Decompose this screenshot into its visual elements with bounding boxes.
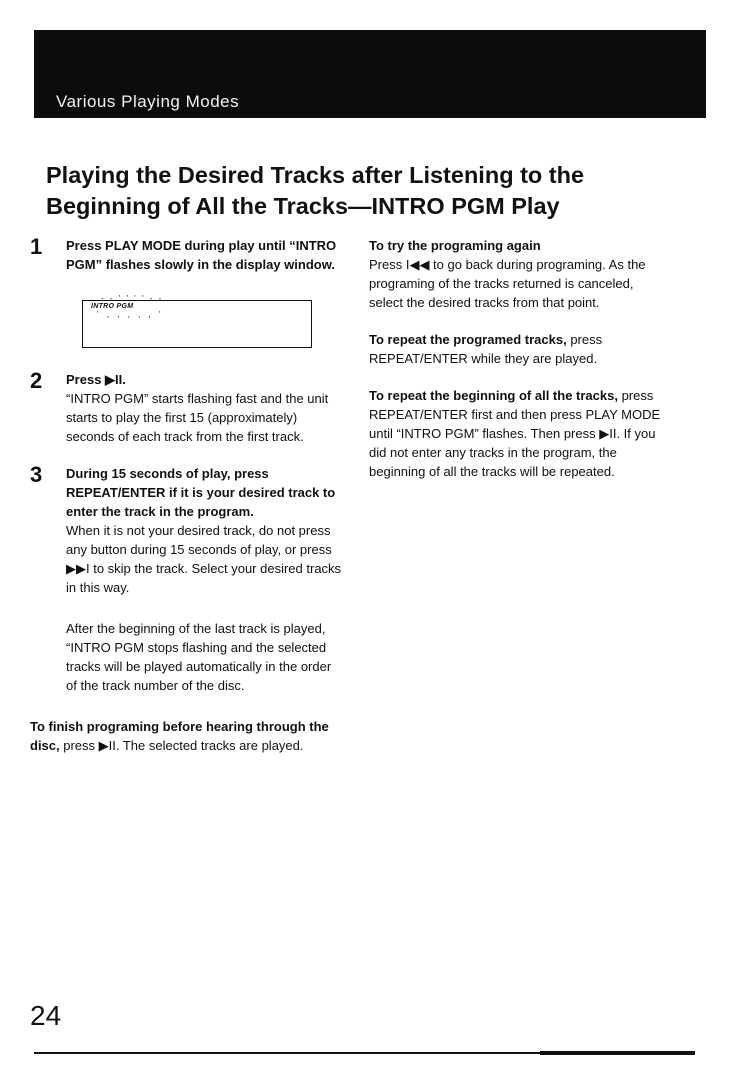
repeat-programmed-body: press REPEAT/ENTER while they are played.: [369, 332, 603, 366]
footer-rule-accent: [540, 1051, 695, 1055]
repeat-programmed-heading: To repeat the programed tracks,: [369, 332, 567, 347]
left-column: [30, 236, 342, 755]
step-body: When it is not your desired track, do not press any button during 15 seconds of play, or press ▶▶I to skip the track. Select your desired tracks in this way.: [66, 523, 342, 595]
step-heading: Press PLAY MODE during play until “INTRO PGM” flashes slowly in the display window.: [66, 238, 337, 272]
try-again-heading: To try the programing again: [369, 238, 541, 253]
after-note-text: After the beginning of the last track is played, “INTRO PGM stops flashing and the selected tracks will be played automatically in the order of the track number of the disc.: [66, 621, 332, 693]
repeat-programmed-note: [369, 330, 669, 368]
page-title-line-1: Playing the Desired Tracks after Listening to the: [46, 162, 585, 188]
page-title: [46, 160, 686, 222]
page-number: 24: [30, 1000, 62, 1031]
step-heading: Press ▶II.: [66, 372, 126, 387]
finish-note: [30, 717, 342, 755]
step-number: 2: [30, 368, 43, 393]
step-1: [30, 236, 342, 348]
step-number: 3: [30, 462, 43, 487]
step-number: 1: [30, 234, 43, 259]
display-window-illustration: [82, 294, 312, 348]
step-3: [30, 464, 342, 597]
flash-marks-icon: - - ' ' ' ' - -: [101, 294, 164, 303]
step-heading: During 15 seconds of play, press REPEAT/ENTER if it is your desired track to enter the track in the program.: [66, 466, 336, 519]
after-note: [30, 619, 342, 695]
page-title-line-2: Beginning of All the Tracks—INTRO PGM Play: [46, 193, 560, 219]
try-again-body: Press I◀◀ to go back during programing. As the programing of the tracks returned is canceled, select the desired tracks from that point.: [369, 257, 646, 310]
step-2: [30, 370, 342, 446]
finish-heading: To finish programing before hearing through the disc,: [30, 719, 329, 753]
repeat-beginning-note: [369, 386, 669, 481]
repeat-beginning-body: press REPEAT/ENTER first and then press PLAY MODE until “INTRO PGM” flashes. Then press ▶II. If you did not enter any tracks in the program, the beginning of all the tracks will be repeated.: [369, 388, 661, 479]
finish-body: press ▶II. The selected tracks are played.: [59, 738, 304, 753]
repeat-beginning-heading: To repeat the beginning of all the tracks,: [369, 388, 618, 403]
flash-marks-icon: ' , , , , , ': [97, 310, 164, 319]
section-header-bar: [34, 30, 706, 118]
lcd-text: INTRO PGM: [91, 303, 134, 310]
step-body: “INTRO PGM” starts flashing fast and the unit starts to play the first 15 (approximately) seconds of each track from the first track.: [66, 391, 329, 444]
section-title: Various Playing Modes: [56, 92, 240, 111]
right-column: [369, 236, 669, 481]
